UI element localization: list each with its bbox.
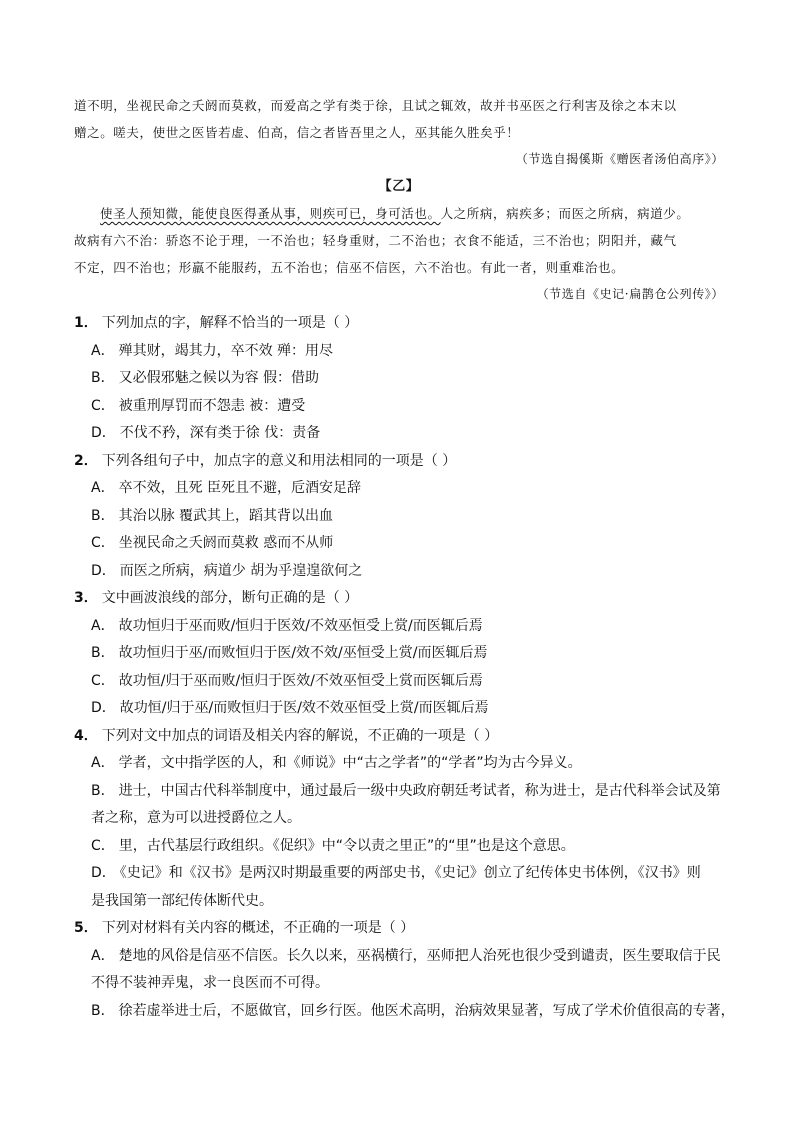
passage-line: 赠之。嗟夫，使世之医皆若虚、伯高，信之者皆吾里之人，巫其能久胜矣乎！ (74, 125, 520, 140)
option-label: D． (91, 562, 116, 579)
question-4 (74, 723, 734, 916)
question-number: 5． (74, 920, 98, 936)
question-stem (74, 723, 734, 751)
option-text: 进士，中国古代科举制度中，通过最后一级中央政府朝廷考试者，称为进士，是古代科举会试及第 (118, 782, 721, 799)
question-2 (74, 448, 734, 586)
option-a[interactable] (74, 750, 734, 778)
option-label: A． (91, 617, 115, 634)
option-c[interactable] (74, 530, 734, 558)
option-text: 故功恒归于巫而败/恒归于医效/不效巫恒受上赏/而医辄后焉 (118, 617, 483, 634)
option-text: 卒不效，且死 臣死且不避，卮酒安足辞 (118, 480, 362, 496)
question-3 (74, 585, 734, 723)
question-stem (74, 310, 734, 338)
passage-line: 不定，四不治也；形羸不能服药，五不治也；信巫不信医，六不治也。有此一者，则重难治也。 (74, 260, 625, 275)
option-text: 故功恒/归于巫而败/恒归于医效/不效巫恒受上赏而医辄后焉 (118, 672, 483, 689)
passage-source: （节选自揭傒斯《赠医者汤伯高序》） (515, 152, 724, 166)
passage-line (74, 200, 724, 227)
option-text: 不伐不矜，深有类于徐 伐：责备 (119, 425, 321, 441)
question-text: 下列对材料有关内容的概述，不正确的一项是（ ） (101, 920, 415, 936)
option-b-continued: 者之称，意为可以进授爵位之人。 (91, 810, 301, 826)
option-label: A． (91, 755, 115, 771)
question-5 (74, 915, 734, 1025)
option-label: A． (91, 480, 115, 496)
option-label: B． (91, 1002, 115, 1019)
option-text: 徐若虚举进士后，不愿做官，回乡行医。他医术高明，治病效果显著，写成了学术价值很高的专著， (118, 1002, 735, 1019)
option-d[interactable] (74, 860, 734, 888)
option-text: 殚其财，竭其力，卒不效 殚：用尽 (118, 342, 334, 359)
option-label: D． (91, 425, 116, 441)
option-text: 其治以脉 覆武其上，蹈其背以出血 (118, 507, 334, 524)
question-text: 下列加点的字，解释不恰当的一项是（ ） (101, 315, 359, 331)
option-a[interactable] (74, 613, 734, 641)
question-number: 3． (74, 590, 98, 606)
question-1 (74, 310, 734, 448)
question-text: 文中画波浪线的部分，断句正确的是（ ） (101, 590, 359, 606)
option-label: C． (91, 837, 115, 854)
question-number: 1． (74, 315, 98, 331)
option-label: B． (91, 507, 115, 524)
option-c[interactable] (74, 833, 734, 861)
option-a[interactable] (74, 475, 734, 503)
option-text: 坐视民命之夭阏而莫救 惑而不从师 (118, 535, 334, 551)
passage-line: 道不明，坐视民命之夭阏而莫救，而爱高之学有类于徐，且试之辄效，故并书巫医之行利害及徐之本末以 (74, 98, 677, 113)
question-stem (74, 585, 734, 613)
option-b[interactable] (74, 503, 734, 531)
option-label: C． (91, 397, 115, 414)
option-text: 又必假邪魅之候以为容 假：借助 (118, 370, 320, 386)
passage-line: 故病有六不治：骄恣不论于理，一不治也；轻身重财，二不治也；衣食不能适，三不治也；阴阳并，藏气 (74, 233, 677, 248)
option-label: C． (91, 672, 115, 689)
option-b[interactable] (74, 998, 734, 1026)
option-a[interactable] (74, 943, 734, 971)
option-label: B． (91, 782, 115, 799)
option-label: B． (91, 370, 115, 386)
option-a-continued: 不得不装神弄鬼，求一良医而不可得。 (91, 975, 329, 991)
question-number: 4． (74, 727, 98, 744)
option-d-continued: 是我国第一部纪传体断代史。 (91, 892, 273, 909)
option-label: D． (91, 700, 116, 716)
passage-text: 人之所病，病疾多；而医之所病，病道少。 (440, 206, 690, 221)
option-text: 而医之所病，病道少 胡为乎遑遑欲何之 (119, 562, 363, 579)
option-b[interactable] (74, 640, 734, 668)
passage-title: 【乙】 (378, 179, 420, 194)
option-c[interactable] (74, 393, 734, 421)
question-stem (74, 915, 734, 943)
jia-passage (74, 92, 724, 173)
option-text: 故功恒/归于巫/而败恒归于医/效不效巫恒受上赏/而医辄后焉 (119, 700, 489, 716)
option-text: 里，古代基层行政组织。《促织》中“令以责之里正”的“里”也是这个意思。 (118, 837, 575, 854)
wavy-underlined-text: 使圣人预知微，能使良医得蚤从事，则疾可已，身可活也。 (100, 206, 441, 221)
option-label: A． (91, 342, 115, 359)
option-label: B． (91, 645, 115, 661)
option-text: 被重刑厚罚而不怨恚 被：遭受 (118, 397, 306, 414)
option-text: 故功恒归于巫/而败恒归于医/效不效/巫恒受上赏/而医辄后焉 (118, 645, 488, 661)
option-label: A． (91, 947, 115, 964)
option-b[interactable] (74, 778, 734, 806)
question-text: 下列对文中加点的词语及相关内容的解说，不正确的一项是（ ） (101, 727, 499, 744)
option-a[interactable] (74, 338, 734, 366)
option-d[interactable] (74, 695, 734, 723)
option-d[interactable] (74, 558, 734, 586)
option-text: 学者，文中指学医的人，和《师说》中“古之学者”的“学者”均为古今异义。 (118, 755, 582, 771)
yi-passage (74, 173, 724, 308)
question-stem (74, 448, 734, 476)
option-label: C． (91, 535, 115, 551)
question-text: 下列各组句子中，加点字的意义和用法相同的一项是（ ） (101, 452, 457, 469)
option-d[interactable] (74, 420, 734, 448)
option-text: 《史记》和《汉书》是两汉时期最重要的两部史书，《史记》创立了纪传体史书体例，《汉书》则 (119, 865, 701, 881)
question-number: 2． (74, 452, 98, 469)
option-b[interactable] (74, 365, 734, 393)
option-text: 楚地的风俗是信巫不信医。长久以来，巫祸横行，巫师把人治死也很少受到谴责，医生要取信于民 (118, 947, 721, 964)
question-list (74, 310, 734, 1025)
option-c[interactable] (74, 668, 734, 696)
option-label: D． (91, 865, 116, 881)
passage-source: （节选自《史记·扁鹊仓公列传》） (536, 287, 724, 301)
